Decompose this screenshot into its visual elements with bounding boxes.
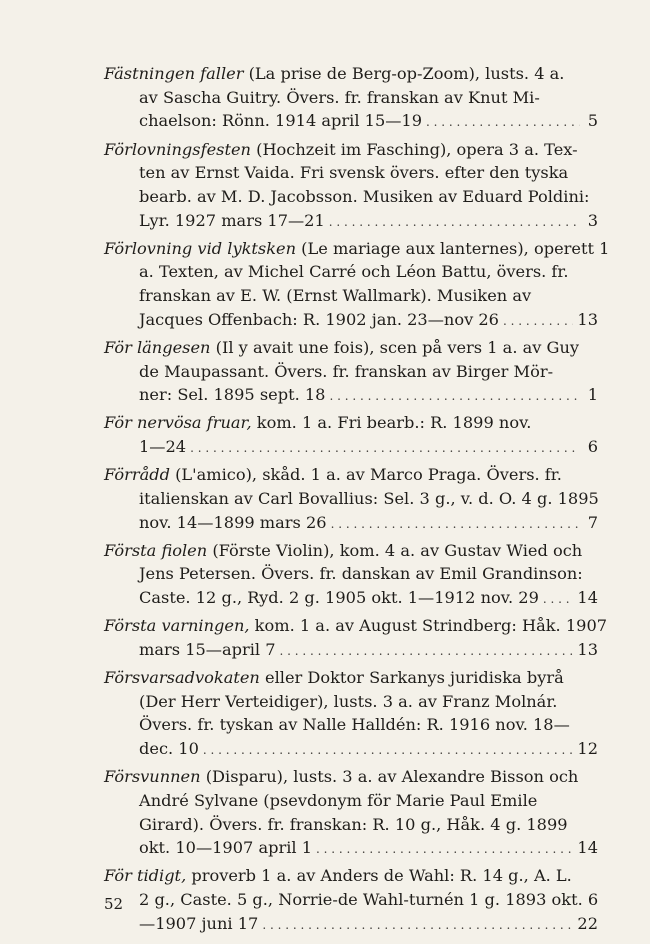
entry-text: Jacques Offenbach: R. 1902 jan. 23—nov 26	[139, 309, 499, 329]
entry-page-number: 1	[587, 385, 598, 405]
entry-text: ten av Ernst Vaida. Fri svensk övers. efter den tyska	[139, 163, 569, 183]
entry-page-number: 6	[587, 437, 598, 457]
entry-title: Försvunnen	[104, 767, 201, 787]
entry-text: 1—24	[139, 437, 187, 457]
entry-text: av Sascha Guitry. Övers. fr. franskan av Knut Mi-	[139, 87, 540, 107]
entry-text: (L'amico), skåd. 1 a. av Marco Praga. Övers. fr.	[169, 465, 562, 485]
entry-text: —1907 juni 17	[139, 913, 259, 933]
dot-leader	[426, 116, 580, 128]
page-number: 52	[104, 895, 124, 913]
dot-leader	[503, 315, 573, 327]
entry-page-number: 3	[587, 210, 598, 230]
entry-page-number: 5	[587, 111, 598, 131]
entry-title: För längesen	[104, 337, 211, 357]
entry-text: de Maupassant. Övers. fr. franskan av Birger Mör-	[139, 361, 554, 381]
entry-page-number: 7	[587, 512, 598, 532]
dot-leader	[329, 216, 580, 228]
entry-title: För nervösa fruar,	[104, 413, 252, 433]
entry-text: okt. 10—1907 april 1	[139, 838, 313, 858]
catalog-entry	[104, 237, 610, 332]
entry-title: Första fiolen	[104, 540, 208, 560]
entry-text: nov. 14—1899 mars 26	[139, 512, 327, 532]
dot-leader	[190, 442, 580, 454]
entry-text: (La prise de Berg-op-Zoom), lusts. 4 a.	[243, 64, 565, 83]
entry-text: chaelson: Rönn. 1914 april 15—19	[139, 111, 423, 131]
entry-text: kom. 1 a. av August Strindberg: Håk. 1907	[249, 616, 608, 636]
entry-text: André Sylvane (psevdonym för Marie Paul Emile	[139, 790, 538, 810]
dot-leader	[543, 593, 574, 605]
entry-text: italienskan av Carl Bovallius: Sel. 3 g., v. d. O. 4 g. 1895	[139, 488, 599, 508]
catalog-entry	[104, 62, 598, 133]
dot-leader	[316, 843, 573, 855]
entry-title: För tidigt,	[104, 866, 187, 886]
entry-title: Förlovning vid lyktsken	[104, 238, 297, 258]
entry-text: eller Doktor Sarkanys juridiska byrå	[259, 668, 564, 687]
entry-text: (Der Herr Verteidiger), lusts. 3 a. av Franz Molnár.	[139, 691, 558, 711]
entry-text: dec. 10	[139, 739, 199, 759]
catalog-entry	[104, 336, 598, 407]
entry-text: mars 15—april 7	[139, 639, 276, 659]
catalog-entry	[104, 765, 598, 860]
catalog-entry	[104, 864, 598, 935]
entry-text: (Disparu), lusts. 3 a. av Alexandre Bisson och	[200, 767, 579, 787]
entry-text: bearb. av M. D. Jacobsson. Musiken av Eduard Poldini:	[139, 186, 590, 206]
entry-title: Första varningen,	[104, 616, 250, 636]
entry-page-number: 14	[577, 838, 598, 858]
dot-leader	[331, 518, 580, 530]
entry-page-number: 13	[577, 309, 598, 329]
entry-text: Jens Petersen. Övers. fr. danskan av Emil Grandinson:	[139, 564, 583, 584]
dot-leader	[203, 744, 573, 756]
entry-page-number: 22	[577, 913, 598, 933]
entry-text: kom. 1 a. Fri bearb.: R. 1899 nov.	[251, 413, 532, 433]
entry-page-number: 13	[577, 639, 598, 659]
entry-text: a. Texten, av Michel Carré och Léon Battu, övers. fr.	[139, 262, 569, 282]
entry-text: (Hochzeit im Fasching), opera 3 a. Tex-	[250, 139, 578, 159]
entry-text: (Il y avait une fois), scen på vers 1 a. av Guy	[210, 337, 580, 357]
catalog-entry	[104, 411, 598, 458]
entry-text: Lyr. 1927 mars 17—21	[139, 210, 325, 230]
entry-text: (Förste Violin), kom. 4 a. av Gustav Wied och	[207, 540, 583, 560]
entry-title: Förrådd	[104, 465, 170, 485]
entry-title: Förlovningsfesten	[104, 139, 251, 159]
entry-text: (Le mariage aux lanternes), operett 1	[296, 238, 610, 258]
dot-leader	[280, 645, 574, 657]
entry-text: Caste. 12 g., Ryd. 2 g. 1905 okt. 1—1912 nov. 29	[139, 588, 539, 608]
catalog-page	[104, 62, 610, 940]
dot-leader	[329, 390, 580, 402]
entry-text: ner: Sel. 1895 sept. 18	[139, 385, 326, 405]
entry-text: Girard). Övers. fr. franskan: R. 10 g., Håk. 4 g. 1899	[139, 814, 568, 834]
catalog-entry	[104, 463, 598, 534]
entry-text: 2 g., Caste. 5 g., Norrie-de Wahl-turnén 1 g. 1893 okt. 6	[139, 890, 599, 910]
entry-title: Försvarsadvokaten	[104, 668, 260, 687]
catalog-entry	[104, 138, 598, 233]
catalog-entry	[104, 614, 608, 661]
catalog-entry	[104, 666, 598, 761]
entry-title: Fästningen faller	[104, 64, 244, 83]
entry-page-number: 12	[577, 739, 598, 759]
entry-text: proverb 1 a. av Anders de Wahl: R. 14 g., A. L.	[186, 866, 572, 886]
catalog-entry	[104, 539, 598, 610]
entry-text: franskan av E. W. (Ernst Wallmark). Musiken av	[139, 286, 532, 306]
dot-leader	[262, 919, 573, 931]
entry-page-number: 14	[577, 588, 598, 608]
entry-text: Övers. fr. tyskan av Nalle Halldén: R. 1916 nov. 18—	[139, 715, 570, 735]
